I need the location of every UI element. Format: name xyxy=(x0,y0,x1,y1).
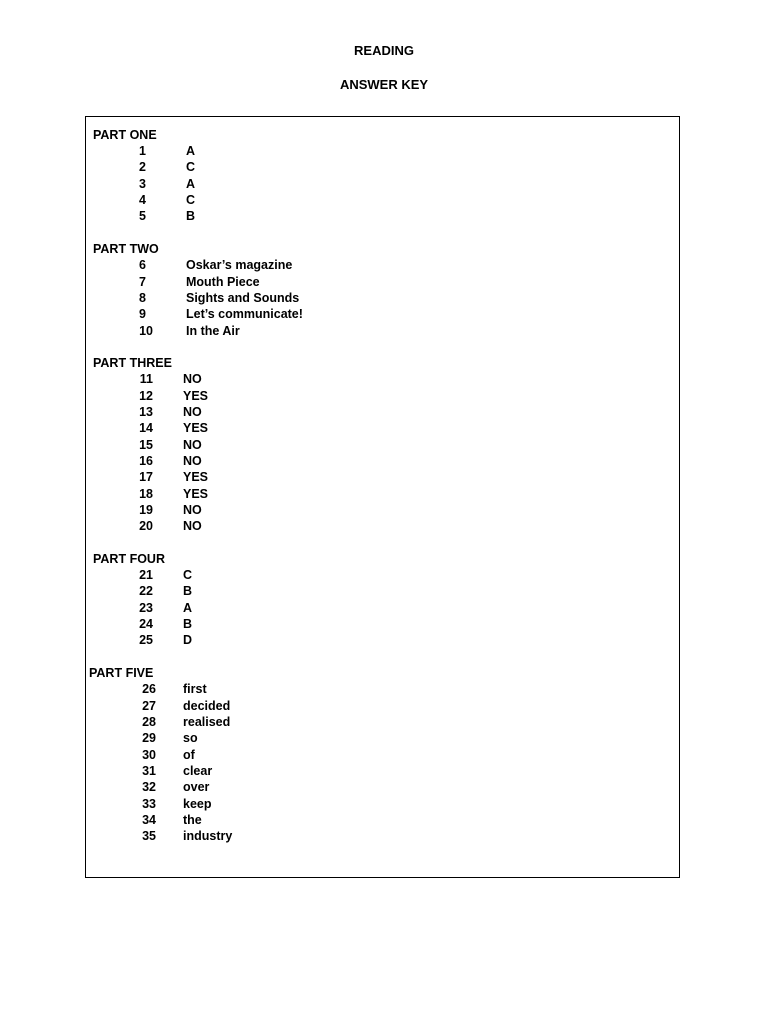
question-number: 23 xyxy=(139,601,153,615)
answer: of xyxy=(183,748,195,762)
answer: decided xyxy=(183,699,231,713)
question-number: 9 xyxy=(139,307,146,321)
question-number: 19 xyxy=(139,503,153,517)
question-number: 30 xyxy=(142,748,156,762)
question-number: 10 xyxy=(139,324,153,338)
answer: YES xyxy=(183,487,209,501)
answer: C xyxy=(186,160,196,174)
answer: NO xyxy=(183,503,202,517)
question-number: 28 xyxy=(142,715,156,729)
answer: B xyxy=(186,209,196,223)
answer: Sights and Sounds xyxy=(186,291,300,305)
answer: A xyxy=(186,177,196,191)
question-number: 3 xyxy=(139,177,146,191)
question-number: 4 xyxy=(139,193,146,207)
answer: Let’s communicate! xyxy=(186,307,303,321)
question-number: 32 xyxy=(142,780,156,794)
answer: D xyxy=(183,633,193,647)
question-number: 35 xyxy=(142,829,156,843)
question-number: 14 xyxy=(139,421,153,435)
answer: NO xyxy=(183,372,202,386)
question-number: 7 xyxy=(139,275,146,289)
answer: first xyxy=(183,682,207,696)
question-number: 34 xyxy=(142,813,156,827)
question-number: 26 xyxy=(142,682,156,696)
question-number: 8 xyxy=(139,291,146,305)
answer: so xyxy=(183,731,198,745)
answer: over xyxy=(183,780,210,794)
part-heading: PART FIVE xyxy=(89,666,154,680)
question-number: 21 xyxy=(139,568,153,582)
part-heading: PART FOUR xyxy=(93,552,165,566)
answer: In the Air xyxy=(186,324,240,338)
question-number: 22 xyxy=(139,584,153,598)
question-number: 31 xyxy=(142,764,156,778)
answer: NO xyxy=(183,405,202,419)
question-number: 15 xyxy=(139,438,153,452)
part-heading: PART TWO xyxy=(93,242,159,256)
question-number: 20 xyxy=(139,519,153,533)
page-title: READING xyxy=(354,43,414,58)
question-number: 24 xyxy=(139,617,153,631)
question-number: 18 xyxy=(139,487,153,501)
answer: NO xyxy=(183,519,202,533)
answer: keep xyxy=(183,797,212,811)
question-number: 12 xyxy=(139,389,153,403)
answer: B xyxy=(183,584,193,598)
answer: A xyxy=(186,144,196,158)
question-number: 29 xyxy=(142,731,156,745)
answer: Oskar’s magazine xyxy=(186,258,293,272)
answer: clear xyxy=(183,764,213,778)
question-number: 16 xyxy=(139,454,153,468)
question-number: 13 xyxy=(139,405,153,419)
question-number: 5 xyxy=(139,209,146,223)
answer: YES xyxy=(183,470,209,484)
answer: B xyxy=(183,617,193,631)
question-number: 33 xyxy=(142,797,156,811)
answer: Mouth Piece xyxy=(186,275,260,289)
answer: A xyxy=(183,601,193,615)
answer: C xyxy=(186,193,196,207)
answer: the xyxy=(183,813,202,827)
answer: C xyxy=(183,568,193,582)
question-number: 25 xyxy=(139,633,153,647)
answer: realised xyxy=(183,715,231,729)
part-heading: PART ONE xyxy=(93,128,157,142)
question-number: 27 xyxy=(142,699,156,713)
answer-key-box xyxy=(85,116,680,878)
question-number: 17 xyxy=(139,470,153,484)
answer: YES xyxy=(183,389,209,403)
question-number: 1 xyxy=(139,144,146,158)
answer: YES xyxy=(183,421,209,435)
question-number: 6 xyxy=(139,258,146,272)
answer: NO xyxy=(183,438,202,452)
part-heading: PART THREE xyxy=(93,356,172,370)
question-number: 2 xyxy=(139,160,146,174)
page-subtitle: ANSWER KEY xyxy=(339,77,429,92)
answer: NO xyxy=(183,454,202,468)
answer: industry xyxy=(183,829,233,843)
question-number: 11 xyxy=(139,372,153,386)
